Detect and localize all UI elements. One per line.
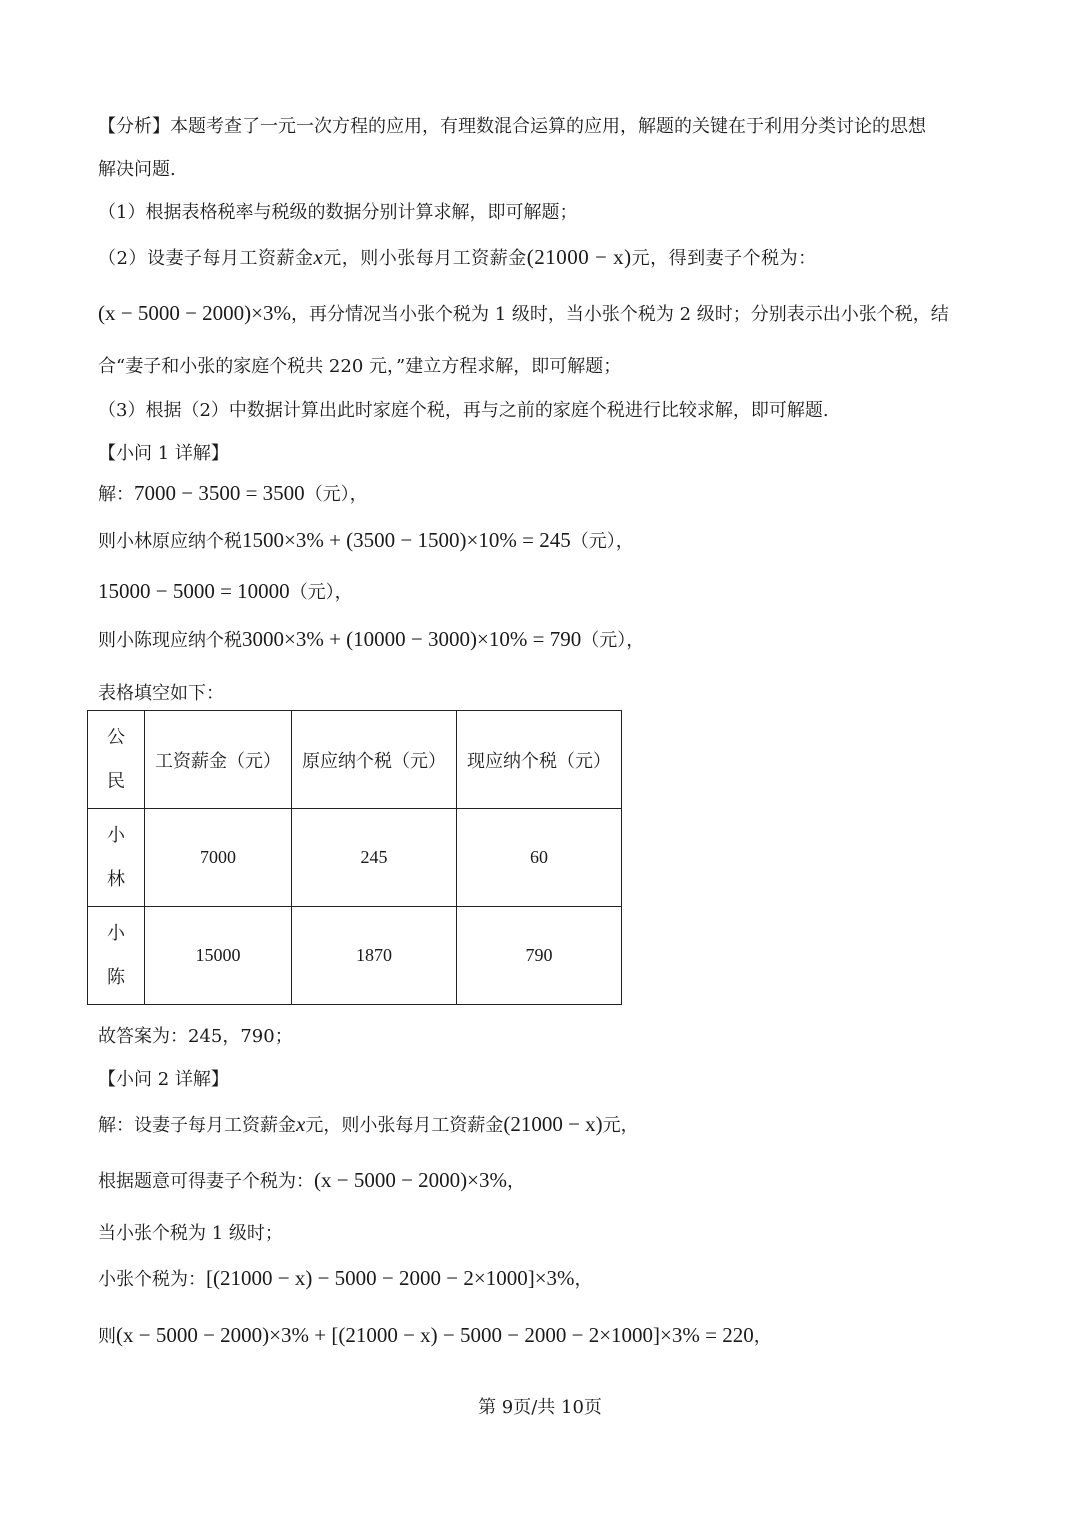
table-cell-original-tax: 245	[292, 809, 457, 907]
q2-line-1-mid: 元，则小张每月工资薪金	[305, 1115, 504, 1136]
table-cell-name: 小林	[88, 809, 145, 907]
q1-line-2-unit: （元），	[570, 531, 634, 552]
analysis-point-2-cont	[98, 300, 949, 326]
q1-line-1	[98, 480, 368, 506]
analysis-point-2	[98, 244, 817, 270]
table-cell-original-tax: 1870	[292, 907, 457, 1005]
q1-line-4	[98, 626, 644, 652]
q2-line-2-expr: (x − 5000 − 2000)×3%	[314, 1168, 508, 1192]
analysis-point-1: （1）根据表格税率与税级的数据分别计算求解，即可解题；	[98, 202, 578, 223]
q2-line-2-prefix: 根据题意可得妻子个税为：	[98, 1171, 314, 1192]
q2-line-2-suffix: ，	[507, 1171, 526, 1192]
wife-tax-expression: (x − 5000 − 2000)×3%	[98, 301, 292, 325]
tax-table	[87, 710, 622, 1005]
q1-line-2-expr: 1500×3% + (3500 − 1500)×10% = 245	[242, 528, 571, 552]
q1-line-4-unit: （元），	[581, 630, 645, 651]
q1-line-1-prefix: 解：	[98, 484, 134, 505]
analysis-point-2-mid: 元，则小张每月工资薪金	[323, 248, 527, 269]
variable-x: x	[296, 1112, 306, 1136]
table-row	[88, 907, 622, 1005]
q2-heading: 【小问 2 详解】	[98, 1069, 229, 1090]
table-header-salary: 工资薪金（元）	[145, 711, 292, 809]
analysis-point-2-end: 合“妻子和小张的家庭个税共 220 元，”建立方程求解，即可解题；	[98, 356, 622, 377]
q2-line-1-prefix: 解：设妻子每月工资薪金	[98, 1115, 296, 1136]
page-footer: 第 9页/共 10页	[478, 1397, 602, 1418]
q2-line-4-expr: [(21000 − x) − 5000 − 2000 − 2×1000]×3%	[206, 1266, 575, 1290]
analysis-point-3: （3）根据（2）中数据计算出此时家庭个税，再与之前的家庭个税进行比较求解，即可解题.	[98, 400, 829, 421]
q2-line-5-expr: (x − 5000 − 2000)×3% + [(21000 − x) − 5000 − 2000 − 2×1000]×3% = 220	[116, 1323, 754, 1347]
salary-expression: (21000 − x)	[526, 245, 632, 269]
q2-line-5-prefix: 则	[98, 1326, 116, 1347]
q1-line-1-unit: （元），	[304, 484, 368, 505]
q1-line-2-prefix: 则小林原应纳个税	[98, 531, 242, 552]
q1-line-3-unit: （元），	[289, 582, 353, 603]
q1-line-3-expr: 15000 − 5000 = 10000	[98, 579, 290, 603]
table-header-citizen: 公民	[88, 711, 145, 809]
table-cell-name: 小陈	[88, 907, 145, 1005]
table-cell-salary: 7000	[145, 809, 292, 907]
q2-line-5-suffix: ，	[753, 1326, 772, 1347]
table-row	[88, 809, 622, 907]
analysis-line-2: 解决问题.	[98, 159, 176, 180]
q2-line-3: 当小张个税为 1 级时；	[98, 1223, 283, 1244]
table-header-original-tax: 原应纳个税（元）	[292, 711, 457, 809]
q1-line-2	[98, 527, 634, 553]
analysis-point-2-suffix: 元，得到妻子个税为：	[631, 248, 817, 269]
table-cell-salary: 15000	[145, 907, 292, 1005]
q2-line-5	[98, 1322, 772, 1348]
q2-line-1-expr: (21000 − x)	[503, 1112, 603, 1136]
q2-line-4-suffix: ，	[574, 1269, 593, 1290]
q1-heading: 【小问 1 详解】	[98, 443, 229, 464]
table-header-row	[88, 711, 622, 809]
q1-line-3	[98, 578, 353, 604]
q2-line-2	[98, 1167, 525, 1193]
variable-x: x	[313, 245, 324, 269]
q1-line-4-expr: 3000×3% + (10000 − 3000)×10% = 790	[242, 627, 582, 651]
q1-line-1-expr: 7000 − 3500 = 3500	[134, 481, 305, 505]
q1-answer: 故答案为：245，790；	[98, 1026, 293, 1047]
q2-line-1-suffix: 元，	[602, 1115, 639, 1136]
analysis-point-2-text: ，再分情况当小张个税为 1 级时，当小张个税为 2 级时；分别表示出小张个税，结	[291, 304, 949, 325]
q2-line-4-prefix: 小张个税为：	[98, 1269, 206, 1290]
analysis-point-2-prefix: （2）设妻子每月工资薪金	[98, 248, 314, 269]
table-cell-current-tax: 60	[457, 809, 622, 907]
table-cell-current-tax: 790	[457, 907, 622, 1005]
table-header-current-tax: 现应纳个税（元）	[457, 711, 622, 809]
q2-line-1	[98, 1111, 639, 1137]
table-intro: 表格填空如下：	[98, 683, 224, 704]
analysis-line-1: 【分析】本题考查了一元一次方程的应用，有理数混合运算的应用，解题的关键在于利用分类讨论的思想	[98, 116, 926, 137]
q1-line-4-prefix: 则小陈现应纳个税	[98, 630, 242, 651]
q2-line-4	[98, 1265, 593, 1291]
